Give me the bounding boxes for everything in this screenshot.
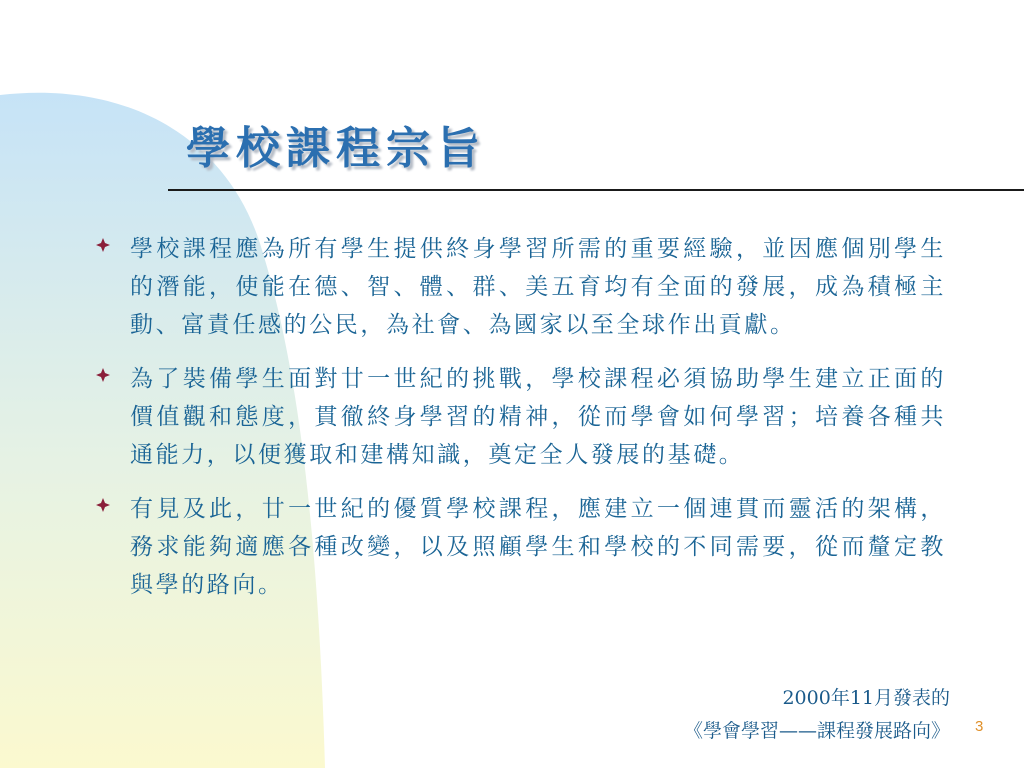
diamond-bullet-icon — [96, 498, 110, 512]
bullet-item — [96, 360, 966, 474]
bullet-text: 有見及此，廿一世紀的優質學校課程，應建立一個連貫而靈活的架構，務求能夠適應各種改變，以及照顧學生和學校的不同需要，從而釐定教與學的路向。 — [130, 496, 946, 598]
title-divider — [168, 189, 1024, 191]
diamond-bullet-icon — [96, 368, 110, 382]
page-number: 3 — [975, 718, 984, 735]
bullet-item — [96, 490, 966, 604]
slide-title: 學校課程宗旨 — [186, 123, 486, 174]
bullet-list — [96, 230, 966, 620]
bullet-text: 學校課程應為所有學生提供終身學習所需的重要經驗，並因應個別學生的潛能，使能在德、智、體、群、美五育均有全面的發展，成為積極主動、富責任感的公民，為社會、為國家以至全球作出貢獻。 — [130, 236, 946, 338]
bullet-text: 為了裝備學生面對廿一世紀的挑戰，學校課程必須協助學生建立正面的價值觀和態度，貫徹終身學習的精神，從而學會如何學習；培養各種共通能力，以便獲取和建構知識，奠定全人發展的基礎。 — [130, 366, 946, 468]
footer-source-title: 《學會學習——課程發展路向》 — [683, 720, 950, 742]
footer-publication-date: 2000年11月發表的 — [782, 687, 950, 709]
bullet-item — [96, 230, 966, 344]
diamond-bullet-icon — [96, 238, 110, 252]
